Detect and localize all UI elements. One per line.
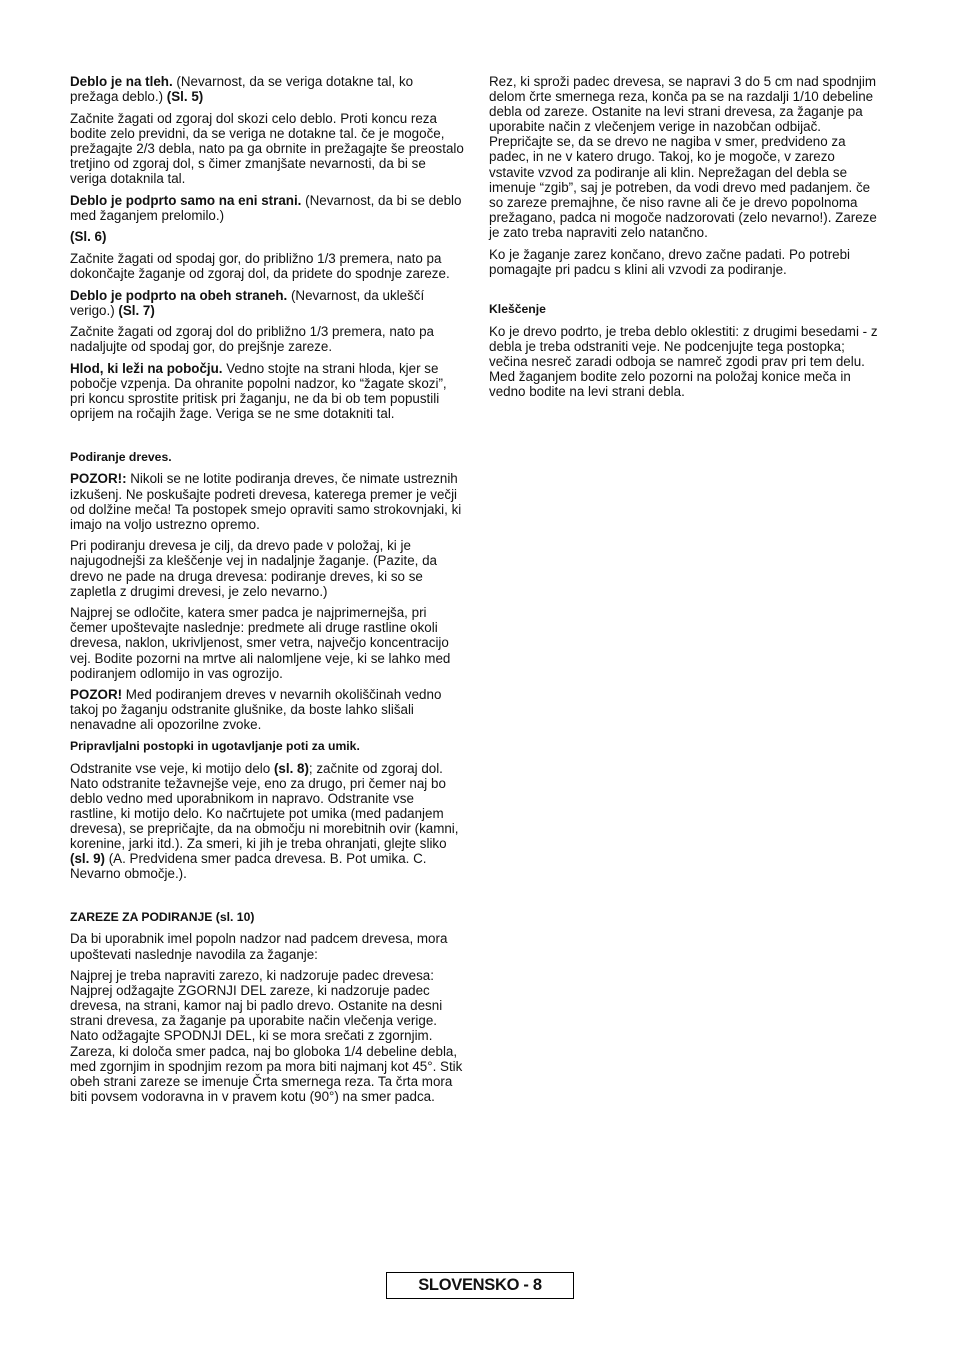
text: Med podiranjem dreves v nevarnih okoliščinah vedno takoj po žaganju odstranite glušnike, da boste lahko slišali nenavadne ali opozorilne zvoke. xyxy=(70,687,442,733)
paragraph xyxy=(70,288,464,318)
figure-ref: (sl. 8) xyxy=(273,760,309,776)
figure-ref: (Sl. 5) xyxy=(166,89,204,105)
text: Vedno stojte na strani hloda, kjer se pobočje vzpenja. Da ohranite popolni nadzor, ko “žagate skozi”, pri koncu sprostite pritisk pri žaganju, ne da bi ob tem popustili oprijem na ročajih žage. Veriga se ne sme dotakniti tal. xyxy=(70,361,447,422)
paragraph xyxy=(70,229,464,244)
bold-lead: Deblo je podprto samo na eni strani. xyxy=(70,192,302,208)
bold-lead: Deblo je podprto na obeh straneh. xyxy=(70,287,288,303)
figure-ref: (Sl. 7) xyxy=(118,302,155,318)
paragraph: Ko je drevo podrto, je treba deblo oklestiti: z drugimi besedami - z debla je treba odstraniti veje. Ne podcenjujte tega postopka; večina nesreč zaradi odboja se namreč zgodi prav pri tem delu. Med žaganjem bodite zelo pozorni na položaj konice meča in vedno bodite na levi strani debla. xyxy=(489,323,878,400)
paragraph: Najprej se odločite, katera smer padca je najprimernejša, pri čemer upoštevajte naslednje: predmete ali druge rastline okoli drevesa, naklon, ukrivljenost, smer vetra, največjo koncentracijo vej. Bodite pozorni na mrtve ali nalomljene veje, ki se lahko med podiranjem odlomijo in vas ogrozijo. xyxy=(70,605,451,681)
paragraph xyxy=(70,193,464,223)
paragraph: Pri podiranju drevesa je cilj, da drevo pade v položaj, ki je najugodnejši za kleščenje vej in nadaljnje žaganje. (Pazite, da drevo ne pade na druga drevesa: podiranje dreves, ki so se zapletla z drugimi drevesi, je zelo nevarno.) xyxy=(70,538,437,599)
paragraph xyxy=(70,471,464,531)
right-column xyxy=(489,74,883,406)
text: ; začnite od zgoraj dol. Nato odstranite težavnejše veje, eno za drugo, pri čemer naj bo deblo vedno med uporabnikom in napravo. Odstranite vse rastline, ki motijo delo. Ko načrtujete pot umika (med padanjem drevesa), se prepričajte, da na območju ni morebitnih ovir (kamni, korenine, jarki itd.). Za smeri, ki jih je treba ohranjati, glejte sliko xyxy=(70,760,459,852)
warning-lead: POZOR! xyxy=(70,687,123,703)
section-heading-felling: Podiranje dreves. xyxy=(70,449,172,464)
paragraph: Začnite žagati od zgoraj dol skozi celo deblo. Proti koncu reza bodite zelo previdni, da se veriga ne dotakne tal. če je mogoče, prežagajte 2/3 debla, nato pa ga obrnite in prežagajte še preostalo tretjino od zgoraj dol, s čimer zmanjšate nevarnosti, da bi se veriga dotaknila tal. xyxy=(70,110,464,187)
text: (Nevarnost, da bi se deblo med žaganjem prelomilo.) xyxy=(70,192,462,223)
warning-lead: POZOR!: xyxy=(70,471,127,487)
text: (A. Predvidena smer padca drevesa. B. Pot umika. C. Nevarno območje.). xyxy=(70,851,427,882)
paragraph: Da bi uporabnik imel popoln nadzor nad padcem drevesa, mora upoštevati naslednje navodila za žaganje: xyxy=(70,931,448,962)
left-column xyxy=(70,74,464,1110)
paragraph xyxy=(70,687,464,732)
spacer xyxy=(489,283,883,302)
section-heading-cuts: ZAREZE ZA PODIRANJE (sl. 10) xyxy=(70,909,255,924)
spacer xyxy=(70,428,464,450)
paragraph xyxy=(70,74,464,104)
section-heading-limbing: Kleščenje xyxy=(489,302,546,317)
bold-lead: Deblo je na tleh. xyxy=(70,74,173,89)
text: (Nevarnost, da se veriga dotakne tal, ko prežaga deblo.) xyxy=(70,74,414,105)
section-heading-prep: Pripravljalni postopki in ugotavljanje poti za umik. xyxy=(70,738,360,753)
paragraph: Rez, ki sproži padec drevesa, se napravi 3 do 5 cm nad spodnjim delom črte smernega reza, konča pa se na razdalji 1/10 debeline debla od zareze. Ostanite na levi strani drevesa, za žaganje pa uporabite način z vlečenjem verige in nazobčan odbijač. Prepričajte se, da se drevo ne nagiba v smer, predvideno za padec, in ne v katero drugo. Takoj, ko je mogoče, v zarezo vstavite vzvod za podiranje ali klin. Neprežagan del debla se imenuje “zgib”, saj je potreben, da vodi drevo med padanjem. če so zareze premajhne, če niso ravne ali če je drevo popolnoma prežagano, padca ni mogoče nadzorovati (zelo nevarno!). Zareze je zato treba napraviti zelo natančno. xyxy=(489,74,877,240)
paragraph: Začnite žagati od spodaj gor, do približno 1/3 premera, nato pa dokončajte žaganje od zgoraj dol, da pridete do spodnje zareze. xyxy=(70,250,450,282)
page-footer-label: SLOVENSKO - 8 xyxy=(386,1272,574,1299)
spacer xyxy=(70,888,464,910)
figure-ref: (Sl. 6) xyxy=(70,229,107,245)
paragraph: Ko je žaganje zarez končano, drevo začne padati. Po potrebi pomagajte pri padcu s klini ali vzvodi za podiranje. xyxy=(489,246,851,277)
paragraph: Začnite žagati od zgoraj dol do približno 1/3 premera, nato pa nadaljujte od spodaj gor, do prejšnje zareze. xyxy=(70,324,434,355)
figure-ref: (sl. 9) xyxy=(70,851,105,867)
text: Odstranite vse veje, ki motijo delo xyxy=(70,760,274,776)
paragraph: Najprej je treba napraviti zarezo, ki nadzoruje padec drevesa: Najprej odžagajte ZGORNJI DEL zareze, ki nadzoruje padec drevesa, na strani, kamor naj bi padlo drevo. Ostanite na desni strani drevesa, za žaganje pa uporabite način vlečenja verige. Nato odžagajte SPODNJI DEL, ki se mora srečati z zgornjim. Zareza, ki določa smer padca, naj bo globoka 1/4 debeline debla, med zgornjim in spodnjim rezom pa mora biti najmanj kot 45°. Stik obeh strani zareze se imenuje Črta smernega reza. Ta črta mora biti povsem vodoravna in v pravem kotu (90°) na smer padca. xyxy=(70,968,463,1104)
text: (Nevarnost, da ukleščí verigo.) xyxy=(70,287,425,318)
paragraph xyxy=(70,761,464,882)
paragraph xyxy=(70,361,464,421)
text: Nikoli se ne lotite podiranja dreves, če nimate ustreznih izkušenj. Ne poskušajte podreti drevesa, katerega premer je večji od dolžine meča! Ta postopek smejo opraviti samo strokovnjaki, ki imajo na voljo ustrezno opremo. xyxy=(70,471,462,532)
bold-lead: Hlod, ki leži na pobočju. xyxy=(70,361,223,376)
